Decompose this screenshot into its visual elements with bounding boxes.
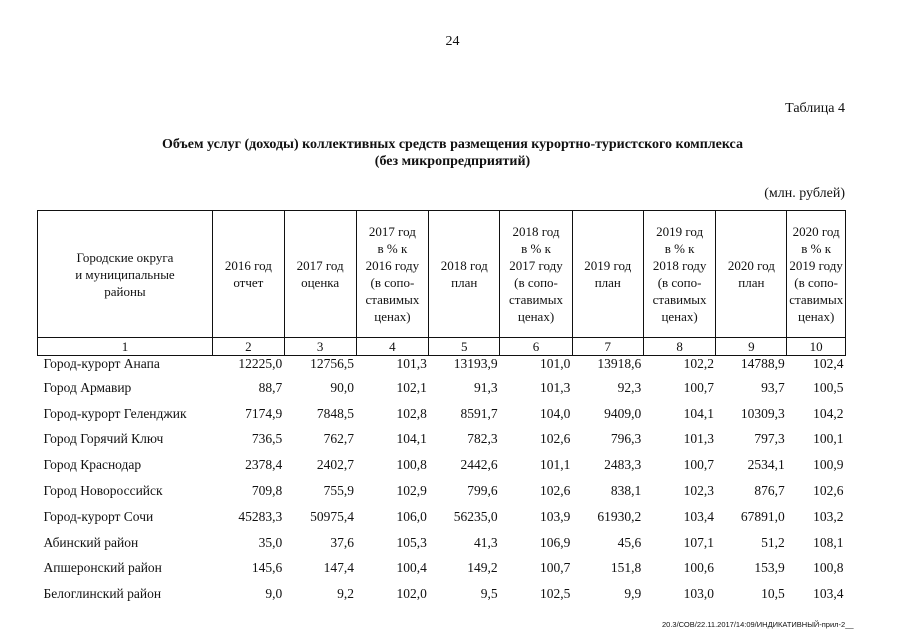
table-cell: 709,8 bbox=[251, 483, 283, 499]
table-cell: 13918,6 bbox=[597, 356, 642, 371]
table-cell: 102,2 bbox=[683, 356, 714, 371]
table-cell: 799,6 bbox=[467, 483, 498, 499]
table-cell: 104,1 bbox=[683, 405, 714, 421]
table-cell: 61930,2 bbox=[597, 508, 642, 524]
table-cell: 9409,0 bbox=[604, 405, 642, 421]
table-cell: 93,7 bbox=[761, 379, 785, 395]
table-cell: 101,3 bbox=[683, 431, 714, 447]
table-cell: 149,2 bbox=[467, 560, 498, 576]
header-row bbox=[38, 211, 846, 338]
region-name: Город-курорт Геленджик bbox=[43, 405, 187, 421]
table-cell: 100,5 bbox=[813, 379, 844, 395]
table-row bbox=[38, 401, 846, 427]
table-cell: 2534,1 bbox=[747, 457, 785, 473]
header-2020-percent: 2020 год в % к 2019 году (в сопо- ставимых ценах) bbox=[787, 211, 846, 338]
table-cell: 37,6 bbox=[330, 534, 355, 550]
table-cell: 8591,7 bbox=[460, 405, 498, 421]
column-number: 10 bbox=[787, 338, 846, 356]
region-name: Белоглинский район bbox=[43, 586, 162, 602]
region-name: Город Горячий Ключ bbox=[43, 431, 164, 447]
header-2017-estimate: 2017 год оценка bbox=[284, 211, 356, 338]
table-cell: 9,5 bbox=[480, 586, 498, 602]
table-cell: 35,0 bbox=[258, 534, 283, 550]
table-cell: 104,0 bbox=[540, 405, 571, 421]
table-cell: 101,0 bbox=[540, 356, 571, 371]
table-row bbox=[38, 504, 846, 530]
table-cell: 106,9 bbox=[540, 534, 571, 550]
table-cell: 103,4 bbox=[683, 508, 714, 524]
table-cell: 92,3 bbox=[617, 379, 642, 395]
table-cell: 2378,4 bbox=[245, 457, 283, 473]
table-cell: 102,6 bbox=[540, 483, 571, 499]
table-cell: 876,7 bbox=[754, 483, 785, 499]
table-row bbox=[38, 581, 846, 607]
table-cell: 151,8 bbox=[610, 560, 642, 576]
column-number: 6 bbox=[500, 338, 573, 356]
column-number: 4 bbox=[356, 338, 429, 356]
region-name: Город Краснодар bbox=[43, 457, 142, 473]
table-cell: 101,3 bbox=[540, 379, 571, 395]
table-cell: 9,2 bbox=[337, 586, 355, 602]
table-cell: 45283,3 bbox=[238, 508, 283, 524]
region-name: Апшеронский район bbox=[43, 560, 162, 576]
region-name: Абинский район bbox=[43, 534, 139, 550]
column-number: 7 bbox=[572, 338, 643, 356]
column-number: 3 bbox=[284, 338, 356, 356]
table-row bbox=[38, 556, 846, 582]
header-2018-plan: 2018 год план bbox=[429, 211, 500, 338]
table-cell: 51,2 bbox=[761, 534, 785, 550]
table-cell: 41,3 bbox=[473, 534, 498, 550]
table-cell: 762,7 bbox=[323, 431, 355, 447]
table-label: Таблица 4 bbox=[785, 101, 845, 116]
table-cell: 105,3 bbox=[396, 534, 427, 550]
table-cell: 56235,0 bbox=[453, 508, 498, 524]
table-cell: 90,0 bbox=[330, 379, 355, 395]
header-2016-report: 2016 год отчет bbox=[212, 211, 284, 338]
table-cell: 12756,5 bbox=[310, 356, 355, 371]
region-name: Город-курорт Сочи bbox=[43, 508, 154, 524]
table-cell: 9,9 bbox=[624, 586, 642, 602]
table-title bbox=[0, 136, 905, 170]
table-cell: 13193,9 bbox=[453, 356, 498, 371]
table-cell: 100,6 bbox=[683, 560, 714, 576]
table-cell: 2402,7 bbox=[316, 457, 355, 473]
table-cell: 103,4 bbox=[813, 586, 844, 602]
column-number: 2 bbox=[212, 338, 284, 356]
table-cell: 736,5 bbox=[251, 431, 283, 447]
table-cell: 107,1 bbox=[683, 534, 714, 550]
table-cell: 100,1 bbox=[813, 431, 844, 447]
table-row bbox=[38, 452, 846, 478]
table-row bbox=[38, 356, 846, 376]
region-name: Город Армавир bbox=[43, 379, 132, 395]
table-cell: 102,8 bbox=[396, 405, 427, 421]
table-cell: 102,6 bbox=[813, 483, 844, 499]
table-cell: 9,0 bbox=[265, 586, 283, 602]
table-cell: 12225,0 bbox=[238, 356, 283, 371]
table-cell: 102,4 bbox=[813, 356, 844, 371]
table-cell: 103,9 bbox=[540, 508, 571, 524]
table-cell: 100,8 bbox=[813, 560, 844, 576]
header-2019-plan: 2019 год план bbox=[572, 211, 643, 338]
table-cell: 100,4 bbox=[396, 560, 427, 576]
table-cell: 102,3 bbox=[683, 483, 714, 499]
column-number-row bbox=[38, 338, 846, 356]
table-cell: 100,7 bbox=[683, 457, 714, 473]
table-cell: 106,0 bbox=[396, 508, 427, 524]
services-volume-table bbox=[37, 210, 846, 607]
table-cell: 101,1 bbox=[540, 457, 571, 473]
header-2019-percent: 2019 год в % к 2018 году (в сопо- ставимых ценах) bbox=[643, 211, 716, 338]
table-cell: 91,3 bbox=[473, 379, 498, 395]
table-cell: 838,1 bbox=[610, 483, 642, 499]
table-cell: 782,3 bbox=[467, 431, 498, 447]
region-name: Город Новороссийск bbox=[43, 483, 163, 499]
table-cell: 10309,3 bbox=[740, 405, 785, 421]
table-cell: 100,7 bbox=[683, 379, 714, 395]
table-cell: 104,1 bbox=[396, 431, 427, 447]
table-cell: 2483,3 bbox=[604, 457, 642, 473]
table-row bbox=[38, 375, 846, 401]
header-region: Городские округа и муниципальные районы bbox=[38, 211, 213, 338]
table-cell: 755,9 bbox=[323, 483, 355, 499]
table-cell: 108,1 bbox=[813, 534, 844, 550]
document-footer-code: 20.3/СОВ/22.11.2017/14:09/ИНДИКАТИВНЫЙ-прил-2__ bbox=[662, 620, 854, 629]
table-cell: 102,6 bbox=[540, 431, 571, 447]
table-cell: 10,5 bbox=[761, 586, 785, 602]
table-cell: 88,7 bbox=[258, 379, 283, 395]
table-cell: 153,9 bbox=[754, 560, 785, 576]
header-2020-plan: 2020 год план bbox=[716, 211, 787, 338]
table-row bbox=[38, 478, 846, 504]
table-cell: 100,7 bbox=[540, 560, 571, 576]
table-cell: 67891,0 bbox=[740, 508, 785, 524]
table-cell: 14788,9 bbox=[740, 356, 785, 371]
table-row bbox=[38, 427, 846, 453]
table-cell: 102,1 bbox=[396, 379, 427, 395]
column-number: 1 bbox=[38, 338, 213, 356]
table-cell: 103,0 bbox=[683, 586, 714, 602]
table-cell: 7174,9 bbox=[245, 405, 283, 421]
table-cell: 147,4 bbox=[323, 560, 355, 576]
table-cell: 145,6 bbox=[251, 560, 283, 576]
table-cell: 2442,6 bbox=[460, 457, 498, 473]
table-cell: 45,6 bbox=[617, 534, 642, 550]
region-name: Город-курорт Анапа bbox=[43, 356, 160, 371]
column-number: 9 bbox=[716, 338, 787, 356]
table-cell: 102,9 bbox=[396, 483, 427, 499]
table-title-line-2: (без микропредприятий) bbox=[374, 154, 531, 169]
table-cell: 100,8 bbox=[396, 457, 427, 473]
table-cell: 103,2 bbox=[813, 508, 844, 524]
table-cell: 100,9 bbox=[813, 457, 844, 473]
header-2018-percent: 2018 год в % к 2017 году (в сопо- ставимых ценах) bbox=[500, 211, 573, 338]
column-number: 5 bbox=[429, 338, 500, 356]
table-cell: 102,5 bbox=[540, 586, 571, 602]
table-title-line-1: Объем услуг (доходы) коллективных средств размещения курортно-туристского комплекса bbox=[162, 137, 743, 152]
table-cell: 796,3 bbox=[610, 431, 642, 447]
table-row bbox=[38, 530, 846, 556]
page-number: 24 bbox=[445, 34, 460, 49]
table-cell: 797,3 bbox=[754, 431, 785, 447]
units-note: (млн. рублей) bbox=[764, 186, 845, 201]
table-cell: 101,3 bbox=[396, 356, 427, 371]
table-cell: 102,0 bbox=[396, 586, 427, 602]
table-cell: 7848,5 bbox=[316, 405, 355, 421]
table-cell: 104,2 bbox=[813, 405, 844, 421]
column-number: 8 bbox=[643, 338, 716, 356]
table-cell: 50975,4 bbox=[310, 508, 355, 524]
header-2017-percent: 2017 год в % к 2016 году (в сопо- ставимых ценах) bbox=[356, 211, 429, 338]
